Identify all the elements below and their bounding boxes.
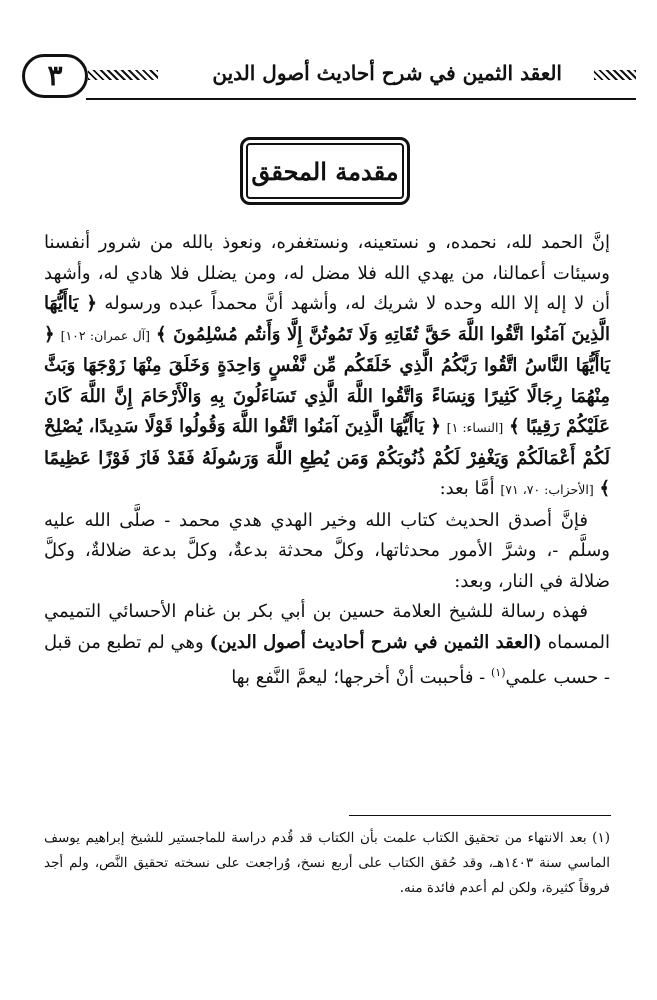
body-text bbox=[44, 228, 610, 694]
footnote-separator bbox=[349, 815, 611, 816]
verse-al-imran: ﴿ يَاأَيُّهَا الَّذِينَ آمَنُوا اتَّقُوا اللَّهَ حَقَّ تُقَاتِهِ وَلَا تَمُوتُنَّ إِلَّا وَأَنتُم مُسْلِمُونَ ﴾ bbox=[44, 293, 610, 345]
running-header bbox=[22, 54, 636, 104]
footnote-marker[interactable]: (١) bbox=[490, 666, 506, 679]
about-book-mid: وهي لم تطبع من قبل - حسب علمي bbox=[44, 631, 610, 688]
paragraph-khutbat-al-haja: فإنَّ أصدق الحديث كتاب الله وخير الهدي هدي محمد - صلَّى الله عليه وسلَّم -، وشرَّ الأمور محدثاتها، وكلَّ محدثة بدعةٌ، وكلَّ بدعة ضلالةٌ، وكلَّ ضلالة في النار، وبعد: bbox=[44, 509, 610, 592]
footnote-text: (١) بعد الانتهاء من تحقيق الكتاب علمت بأن الكتاب قد قُدم دراسة للماجستير للشيخ إبراهيم يوسف الماسي سنة ١٤٠٣هـ، وقد حُقق الكتاب على أربع نسخ، وُراجعت على نسخته تحقيق النَّص، ولم أجد فروقاً كثيرة، ولكن لم أعدم فائدة منه. bbox=[44, 830, 610, 896]
header-rule bbox=[86, 98, 636, 100]
intro-text: إنَّ الحمد لله، نحمده، و نستعينه، ونستغفره، ونعوذ بالله من شرور أنفسنا وسيئات أعمالنا، من يهدي الله فلا مضل له، ومن يضلل فلا هادي له، وأشهد أن لا إله إلا الله وحده لا شريك له، وأشهد أنَّ محمداً عبده ورسوله bbox=[44, 232, 610, 314]
paragraph-intro bbox=[44, 228, 610, 506]
about-book-end: - فأحببت أنْ أخرجها؛ ليعمَّ النَّفع بها bbox=[231, 667, 486, 688]
section-title: مقدمة المحقق bbox=[251, 156, 399, 186]
section-title-box bbox=[240, 137, 410, 205]
header-ornament-left bbox=[88, 70, 158, 80]
verse-ref-al-ahzab: [الأحزاب: ٧٠، ٧١] bbox=[500, 482, 594, 497]
paragraph-about-book bbox=[44, 597, 610, 694]
book-title: (العقد الثمين في شرح أحاديث أصول الدين) bbox=[209, 631, 542, 653]
amma-baad: أمَّا بعد: bbox=[439, 478, 495, 499]
verse-al-ahzab: ﴿ يَاأَيُّهَا الَّذِينَ آمَنُوا اتَّقُوا اللَّهَ وَقُولُوا قَوْلًا سَدِيدًا، يُصْلِحْ لَكُمْ أَعْمَالَكُمْ وَيَغْفِرْ لَكُمْ ذُنُوبَكُمْ وَمَن يُطِعِ اللَّهَ وَرَسُولَهُ فَقَدْ فَازَ فَوْزًا عَظِيمًا ﴾ bbox=[44, 416, 610, 499]
verse-ref-an-nisa: [النساء: ١] bbox=[446, 420, 504, 435]
header-ornament-right bbox=[594, 70, 636, 80]
page-number: ٣ bbox=[22, 54, 88, 98]
verse-an-nisa: ﴿ يَاأَيُّهَا النَّاسُ اتَّقُوا رَبَّكُمُ الَّذِي خَلَقَكُم مِّن نَّفْسٍ وَاحِدَةٍ وَخَلَقَ مِنْهَا زَوْجَهَا وَبَثَّ مِنْهُمَا رِجَالًا كَثِيرًا وَنِسَاءً وَاتَّقُوا اللَّهَ الَّذِي تَسَاءَلُونَ بِهِ وَالْأَرْحَامَ إِنَّ اللَّهَ كَانَ عَلَيْكُمْ رَقِيبًا ﴾ bbox=[44, 323, 610, 437]
verse-ref-al-imran: [آل عمران: ١٠٢] bbox=[60, 327, 151, 343]
about-book-start: فهذه رسالة للشيخ العلامة حسين بن أبي بكر بن غنام الأحسائي التميمي المسماه bbox=[44, 601, 610, 653]
running-title: العقد الثمين في شرح أحاديث أصول الدين bbox=[212, 61, 562, 85]
